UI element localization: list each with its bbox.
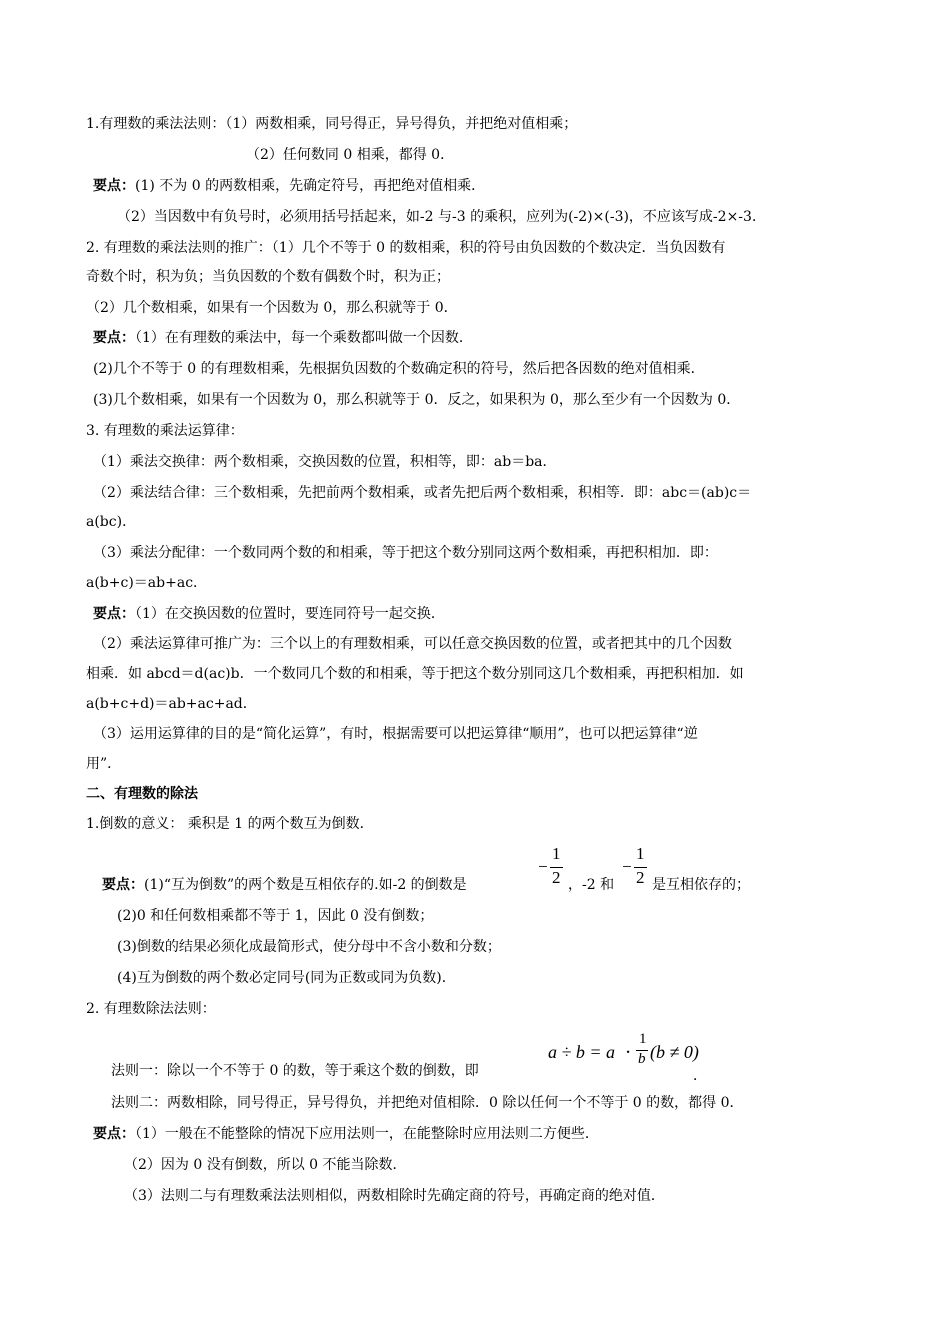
distributive-law-cont: a(b+c)＝ab+ac．: [86, 575, 208, 591]
note-2-item-2: (2)几个不等于 0 的有理数相乘，先根据负因数的个数确定积的符号，然后把各因数的绝对值相乘．: [93, 361, 705, 377]
note-4-mid: ，-2 和: [568, 877, 615, 893]
generalization-rule-cont: 奇数个时，积为负；当负因数的个数有偶数个时，积为正；: [86, 269, 450, 285]
note-3-item-2: （2）乘法运算律可推广为：三个以上的有理数相乘，可以任意交换因数的位置，或者把其中的几个因数: [93, 636, 732, 652]
fraction-neg-half-2: − 1 2: [622, 846, 650, 892]
note-4-end: 是互相依存的；: [652, 877, 750, 893]
note-label: 要点：: [102, 877, 144, 893]
note-text: (1) 不为 0 的两数相乘，先确定符号，再把绝对值相乘．: [135, 178, 486, 194]
distributive-law: （3）乘法分配律：一个数同两个数的和相乘，等于把这个数分别同这两个数相乘，再把积相加．即：: [93, 545, 718, 561]
note-label: 要点：: [93, 1126, 135, 1142]
note-text: （1）在交换因数的位置时，要连同符号一起交换．: [135, 606, 445, 622]
note-3-item-3: （3）运用运算律的目的是“简化运算”，有时，根据需要可以把运算律“顺用”，也可以把运算律“逆: [93, 726, 698, 742]
note-5-item-3: （3）法则二与有理数乘法法则相似，两数相除时先确定商的符号，再确定商的绝对值．: [124, 1188, 665, 1204]
note-label: 要点：: [93, 330, 135, 346]
note-4: [102, 875, 467, 895]
division-rule-1: 法则一：除以一个不等于 0 的数，等于乘这个数的倒数，即: [111, 1063, 479, 1079]
division-formula: a ÷ b = a ⋅ 1 b (b ≠ 0): [548, 1031, 699, 1067]
note-4-item-3: (3)倒数的结果必须化成最简形式，使分母中不含小数和分数；: [117, 939, 501, 955]
note-3-item-2-cont: 相乘．如 abcd＝d(ac)b．一个数同几个数的和相乘，等于把这个数分别同这几个数相乘，再把积相加．如: [86, 666, 744, 682]
note-3-item-2-cont-2: a(b+c+d)＝ab+ac+ad．: [86, 696, 257, 712]
note-3-item-3-cont: 用”．: [86, 756, 122, 772]
note-label: 要点：: [93, 178, 135, 194]
note-5-item-2: （2）因为 0 没有倒数，所以 0 不能当除数．: [124, 1157, 407, 1173]
note-text: (1)“互为倒数”的两个数是互相依存的.如-2 的倒数是: [144, 877, 467, 893]
note-4-item-2: (2)0 和任何数相乘都不等于 1，因此 0 没有倒数；: [117, 908, 434, 924]
commutative-law: （1）乘法交换律：两个数相乘，交换因数的位置，积相等，即：ab＝ba．: [93, 454, 557, 470]
fraction-neg-half: − 1 2: [538, 846, 566, 892]
section-heading-division: 二、有理数的除法: [86, 786, 198, 802]
note-2-item-3: (3)几个数相乘，如果有一个因数为 0，那么积就等于 0．反之，如果积为 0，那么至少有一个因数为 0．: [93, 392, 741, 408]
note-3: [93, 604, 445, 624]
generalization-rule: 2. 有理数的乘法法则的推广：（1）几个不等于 0 的数相乘，积的符号由负因数的个数决定．当负因数有: [86, 240, 726, 256]
note-1-item-2: （2）当因数中有负号时，必须用括号括起来，如-2 与-3 的乘积，应列为(-2)×(-3)，不应该写成-2×-3．: [117, 209, 766, 225]
note-label: 要点：: [93, 606, 135, 622]
reciprocal-definition: 1.倒数的意义： 乘积是 1 的两个数互为倒数．: [86, 816, 374, 832]
note-4-item-4: (4)互为倒数的两个数必定同号(同为正数或同为负数)．: [117, 970, 456, 986]
mult-laws-heading: 3. 有理数的乘法运算律：: [86, 423, 244, 439]
note-5: [93, 1124, 599, 1144]
mult-rule-2: （2）任何数同 0 相乘，都得 0．: [246, 147, 455, 163]
associative-law: （2）乘法结合律：三个数相乘，先把前两个数相乘，或者先把后两个数相乘，积相等．即：abc＝(ab)c＝: [93, 485, 752, 501]
division-rule-1-end: ．: [693, 1068, 707, 1084]
mult-rule-1: 1.有理数的乘法法则：（1）两数相乘，同号得正，异号得负，并把绝对值相乘；: [86, 116, 578, 132]
generalization-rule-2: （2）几个数相乘，如果有一个因数为 0，那么积就等于 0．: [86, 300, 458, 316]
note-2: [93, 328, 473, 348]
division-rule-2: 法则二：两数相除，同号得正，异号得负，并把绝对值相除．0 除以任何一个不等于 0 的数，都得 0．: [111, 1095, 744, 1111]
note-text: （1）一般在不能整除的情况下应用法则一，在能整除时应用法则二方便些．: [135, 1126, 599, 1142]
associative-law-cont: a(bc)．: [86, 514, 137, 530]
note-text: （1）在有理数的乘法中，每一个乘数都叫做一个因数．: [135, 330, 473, 346]
note-1: [93, 176, 485, 196]
division-rule-heading: 2. 有理数除法法则：: [86, 1001, 216, 1017]
